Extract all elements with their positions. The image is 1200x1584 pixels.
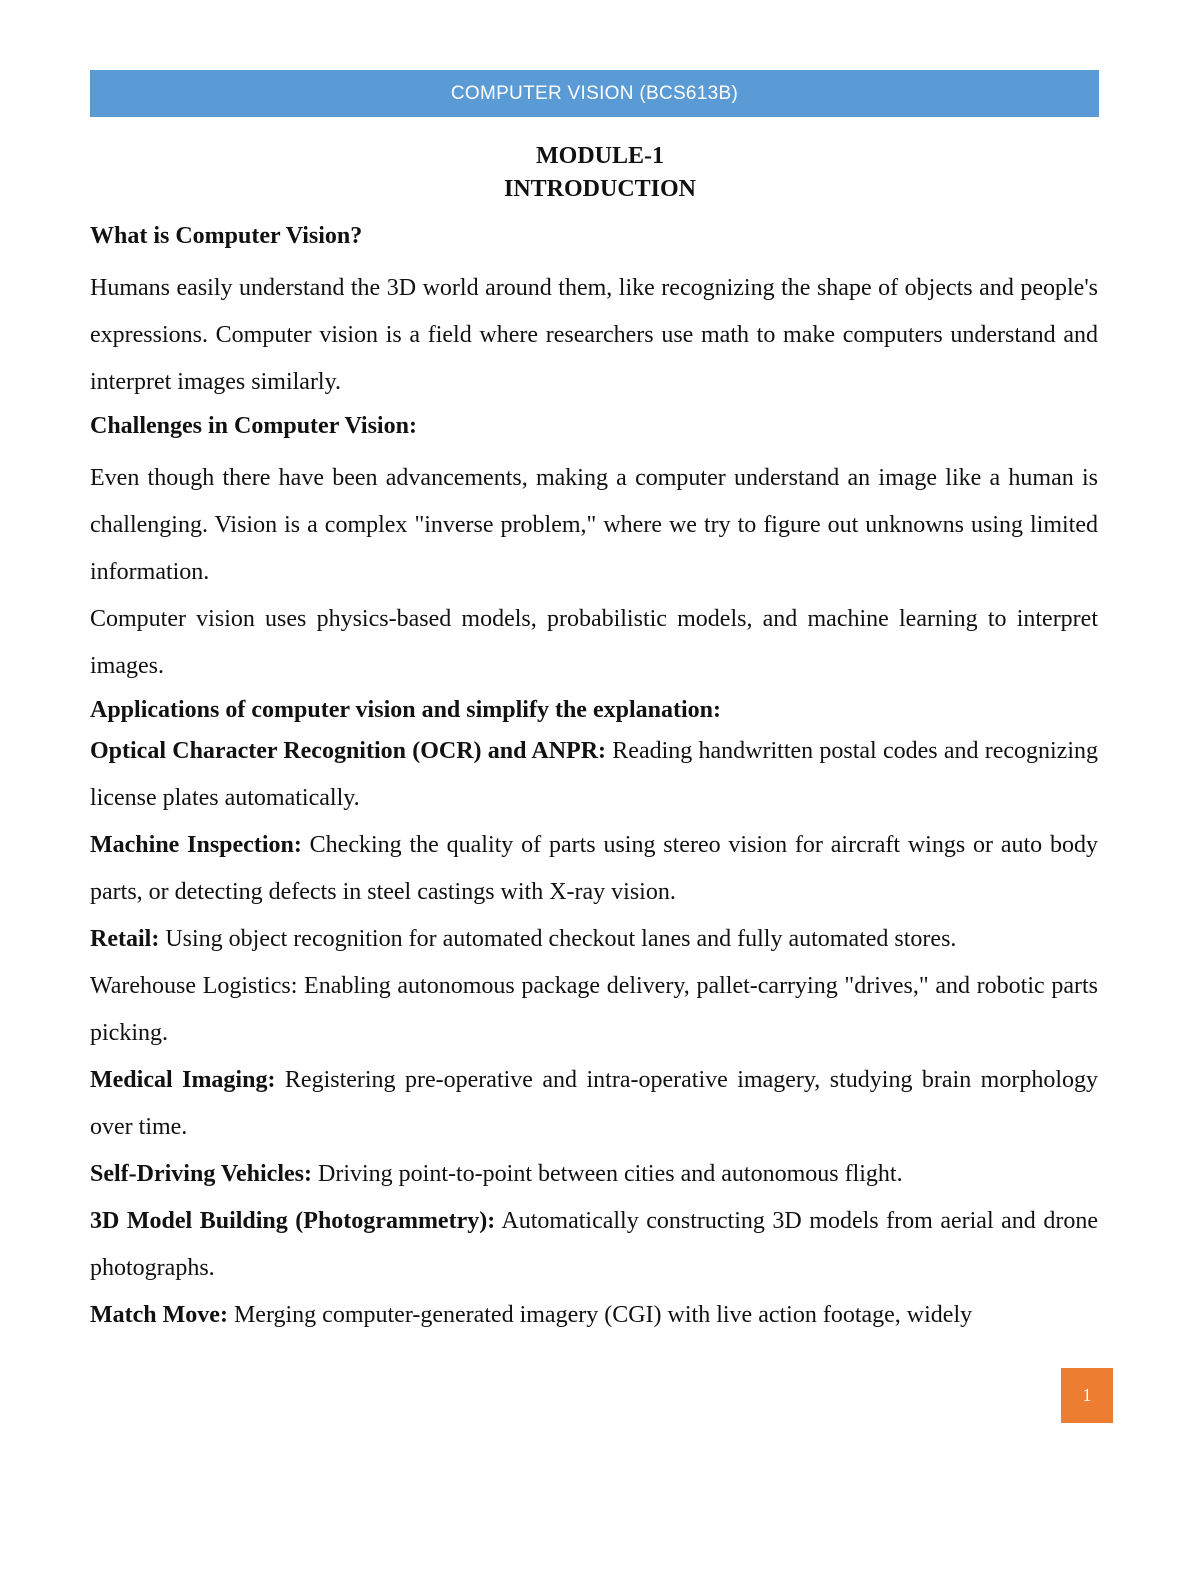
application-ocr-label: Optical Character Recognition (OCR) and ANPR:	[90, 738, 607, 764]
application-medical-imaging	[90, 1057, 1098, 1151]
application-driving-label: Self-Driving Vehicles:	[90, 1161, 312, 1187]
application-medical-label: Medical Imaging:	[90, 1067, 276, 1093]
heading-what-is-computer-vision: What is Computer Vision?	[90, 223, 363, 249]
application-self-driving	[90, 1151, 1098, 1198]
application-inspection-label: Machine Inspection:	[90, 832, 302, 858]
application-ocr-text: Reading handwritten postal codes and recognizing license plates automatically.	[90, 738, 1099, 811]
page-number-badge	[1061, 1368, 1113, 1423]
paragraph-challenges-1: Even though there have been advancements, making a computer understand an image like a human is challenging. Vision is a complex "inverse problem," where we try to figure out unknowns using limited information.	[90, 465, 1098, 585]
application-machine-inspection	[90, 822, 1098, 916]
application-medical-text: Registering pre-operative and intra-operative imagery, studying brain morphology over time.	[90, 1067, 1099, 1140]
document-body	[90, 218, 1098, 1339]
paragraph-challenges-2: Computer vision uses physics-based models, probabilistic models, and machine learning to interpret images.	[90, 606, 1098, 679]
application-match-label: Match Move:	[90, 1302, 228, 1328]
application-driving-text: Driving point-to-point between cities and autonomous flight.	[312, 1161, 903, 1187]
application-model-text: Automatically constructing 3D models from aerial and drone photographs.	[90, 1208, 1098, 1281]
paragraph-what-is: Humans easily understand the 3D world around them, like recognizing the shape of objects and people's expressions. Computer vision is a field where researchers use math to make computers understand and interpret images similarly.	[90, 275, 1098, 395]
application-warehouse-logistics: Warehouse Logistics: Enabling autonomous package delivery, pallet-carrying "drives," and robotic parts picking.	[90, 973, 1098, 1046]
header-bar	[90, 70, 1099, 117]
application-retail-text: Using object recognition for automated checkout lanes and fully automated stores.	[159, 926, 957, 952]
application-retail-label: Retail:	[90, 926, 160, 952]
application-match-move	[90, 1292, 1098, 1339]
heading-challenges: Challenges in Computer Vision:	[90, 413, 417, 439]
application-inspection-text: Checking the quality of parts using stereo vision for aircraft wings or auto body parts, or detecting defects in steel castings with X-ray vision.	[90, 832, 1099, 905]
application-model-label: 3D Model Building (Photogrammetry):	[90, 1208, 496, 1234]
application-ocr	[90, 728, 1098, 822]
application-3d-model-building	[90, 1198, 1098, 1292]
module-number: MODULE-1	[536, 143, 664, 169]
application-retail	[90, 916, 1098, 963]
document-header-title: COMPUTER VISION (BCS613B)	[450, 82, 739, 104]
application-match-text: Merging computer-generated imagery (CGI) with live action footage, widely	[227, 1302, 973, 1328]
module-title: INTRODUCTION	[503, 176, 697, 202]
module-title-block	[0, 140, 1200, 206]
heading-applications: Applications of computer vision and simplify the explanation:	[90, 697, 721, 723]
page-number: 1	[1082, 1385, 1092, 1405]
